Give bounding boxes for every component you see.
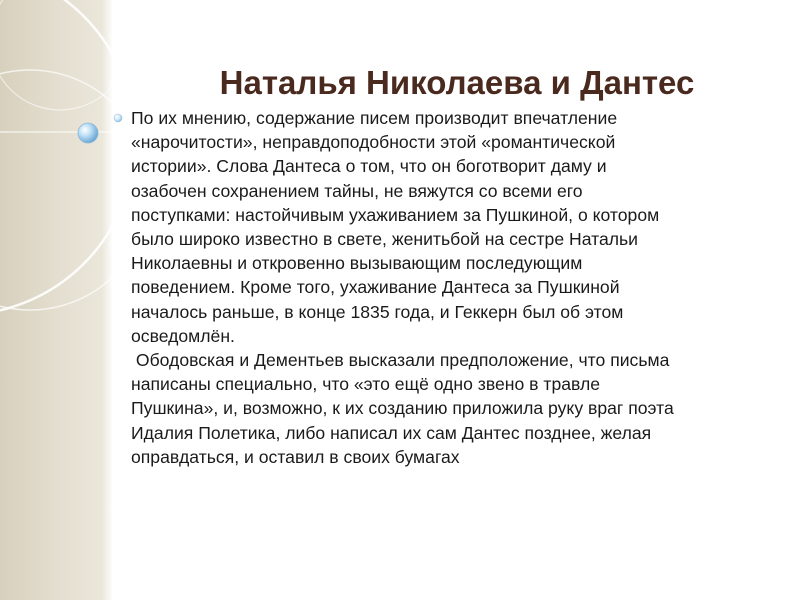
slide-title: Наталья Николаева и Дантес: [219, 64, 695, 101]
side-decor-panel: [0, 0, 112, 600]
paragraph-1: По их мнению, содержание писем производит впечатление «нарочитости», неправдоподобности этой «романтической истории». Слова Дантеса о том, что он боготворит даму и озабочен сохранением тайны, не вяжутся со всеми его поступками: настойчивым ухаживанием за Пушкиной, о котором было широко известно в свете, женитьбой на сестре Натальи Николаевны и откровенно вызывающим последующим поведением. Кроме того, ухаживание Дантеса за Пушкиной началось раньше, в конце 1835 года, и Геккерн был об этом осведомлён.: [131, 108, 660, 346]
paragraph-2: Ободовская и Дементьев высказали предположение, что письма написаны специально, что «это ещё одно звено в травле Пушкина», и, возможно, к их созданию приложила руку враг поэта Идалия Полетика, либо написал их сам Дантес позднее, желая оправдаться, и оставил в своих бумагах: [131, 350, 674, 467]
slide-body: [131, 106, 771, 469]
small-bubble-icon: [114, 114, 122, 122]
